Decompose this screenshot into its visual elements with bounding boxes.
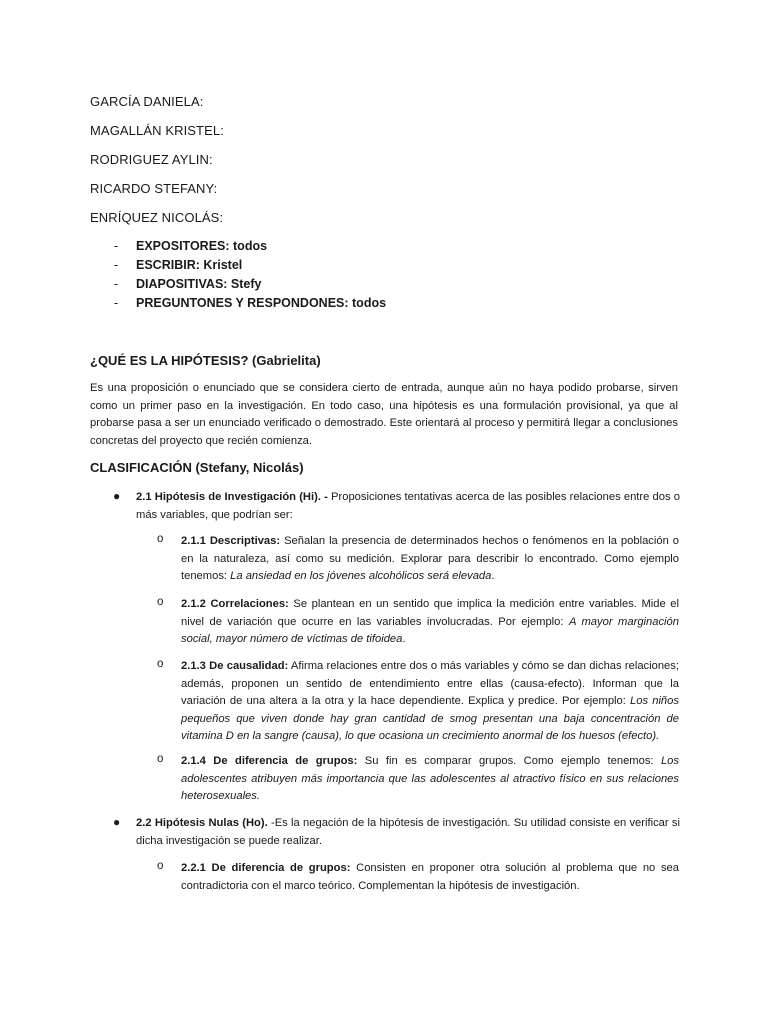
list-item-2-1-4 [181, 753, 679, 806]
team-member-name: MAGALLÁN KRISTEL: [90, 123, 224, 138]
item-text: Afirma relaciones entre dos o más variables y cómo se dan dichas relaciones; además, proponen un sentido de entendimiento entre ellas (causa-efecto). Informan que la variación de una altera a la otra y la hace dependiente. Explica y predice. Por ejemplo: [181, 660, 679, 707]
item-title: 2.1.4 De diferencia de grupos: [181, 755, 358, 767]
team-member-name: ENRÍQUEZ NICOLÁS: [90, 210, 224, 225]
item-example: Los niños pequeños que viven donde hay gran cantidad de smog presentan una baja concentración de vitamina D en la sangre (causa), lo que ocasiona un crecimiento anormal de los huesos (efecto). [181, 695, 679, 742]
role-text: EXPOSITORES: todos [136, 239, 268, 253]
dash-bullet: - [114, 239, 119, 253]
item-end: . [402, 633, 406, 645]
team-member-name: RODRIGUEZ AYLIN: [90, 152, 213, 167]
section-heading: ¿QUÉ ES LA HIPÓTESIS? (Gabrielita) [90, 353, 321, 368]
item-end: . [491, 570, 495, 582]
list-item-2-2 [136, 815, 680, 850]
item-title: 2.1.1 Descriptivas: [181, 535, 281, 547]
hollow-bullet-icon: o [157, 533, 164, 545]
section-heading: CLASIFICACIÓN (Stefany, Nicolás) [90, 460, 304, 475]
list-item-2-1-1 [181, 533, 679, 586]
item-title: 2.1.3 De causalidad: [181, 660, 289, 672]
item-text: Su fin es comparar grupos. Como ejemplo tenemos: [357, 755, 661, 767]
item-title: 2.1 Hipótesis de Investigación (Hi). - [136, 491, 328, 503]
filled-bullet-icon: ● [113, 815, 121, 829]
item-text: Proposiciones tentativas acerca de las posibles relaciones entre dos o más variables, que podrían ser: [136, 491, 680, 521]
hollow-bullet-icon: o [157, 658, 164, 670]
list-item-2-1-3 [181, 658, 679, 746]
item-title: 2.1.2 Correlaciones: [181, 598, 289, 610]
dash-bullet: - [114, 277, 119, 291]
team-member-name: RICARDO STEFANY: [90, 181, 218, 196]
item-example: A mayor marginación social, mayor número de víctimas de tifoidea [181, 615, 679, 645]
item-title: 2.2 Hipótesis Nulas (Ho). [136, 817, 268, 829]
role-text: PREGUNTONES Y RESPONDONES: todos [136, 296, 387, 310]
list-item-2-2-1 [181, 860, 679, 895]
team-member-name: GARCÍA DANIELA: [90, 94, 204, 109]
item-text: Se plantean en un sentido que implica la medición entre variables. Mide el nivel de variación que ocurre en las variables involucradas. Por ejemplo: [181, 598, 679, 628]
role-text: ESCRIBIR: Kristel [136, 258, 243, 272]
list-item-2-1-2 [181, 596, 679, 649]
dash-bullet: - [114, 296, 119, 310]
hollow-bullet-icon: o [157, 753, 164, 765]
dash-bullet: - [114, 258, 119, 272]
hollow-bullet-icon: o [157, 596, 164, 608]
item-example: La ansiedad en los jóvenes alcohólicos será elevada [230, 570, 492, 582]
item-title: 2.2.1 De diferencia de grupos: [181, 862, 351, 874]
list-item-2-1 [136, 489, 680, 524]
item-text: Señalan la presencia de determinados hechos o fenómenos en la población o en la naturaleza, así como su medición. Explorar para describir lo encontrado. Como ejemplo tenemos: [181, 535, 679, 582]
hollow-bullet-icon: o [157, 860, 164, 872]
role-text: DIAPOSITIVAS: Stefy [136, 277, 262, 291]
filled-bullet-icon: ● [113, 489, 121, 503]
item-text: Consisten en proponer otra solución al problema que no sea contradictoria con el marco teórico. Complementan la hipótesis de investigación. [181, 862, 679, 892]
item-example: Los adolescentes atribuyen más importancia que las adolescentes al atractivo físico en sus relaciones heterosexuales. [181, 755, 679, 802]
item-text: -Es la negación de la hipótesis de investigación. Su utilidad consiste en verificar si dicha investigación se puede realizar. [136, 817, 680, 847]
definition-paragraph: Es una proposición o enunciado que se considera cierto de entrada, aunque aún no haya podido probarse, sirven como un primer paso en la investigación. En todo caso, una hipótesis es una formulación provisional, ya que al probarse pasa a ser un enunciado verificado o demostrado. Este orientará al proceso y permitirá llegar a conclusiones concretas del proyecto que recién comienza. [90, 382, 678, 447]
